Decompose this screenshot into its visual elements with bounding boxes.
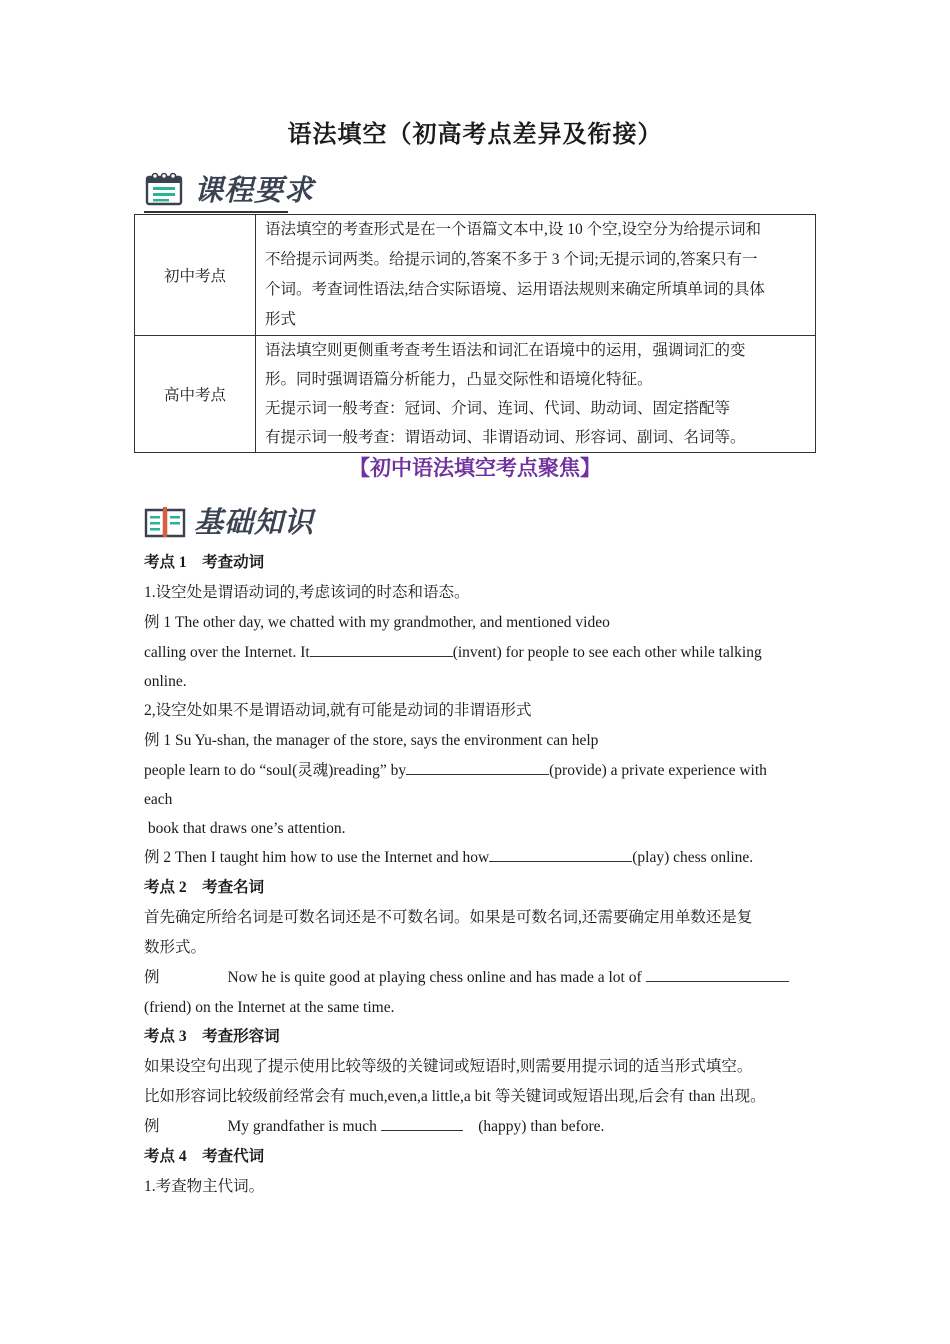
text-line: 有提示词一般考查：谓语动词、非谓语动词、形容词、副词、名词等。 <box>265 429 746 446</box>
point-4-title: 考点 4 考查代词 <box>144 1148 265 1165</box>
focus-heading: 【初中语法填空考点聚焦】 <box>349 456 601 480</box>
text-span: (happy) than before. <box>478 1118 605 1135</box>
table-row <box>135 215 816 336</box>
example-text: 例 1 The other day, we chatted with my grandmother, and mentioned video <box>144 614 610 631</box>
open-book-icon <box>144 504 186 538</box>
rule-text: 数形式。 <box>144 939 207 956</box>
section-label: 课程要求 <box>194 173 315 207</box>
answer-blank[interactable] <box>381 1116 463 1131</box>
notepad-icon <box>144 172 186 206</box>
text-line: 无提示词一般考查：冠词、介词、连词、代词、助动词、固定搭配等 <box>265 400 731 417</box>
example-text <box>144 963 824 993</box>
answer-blank[interactable] <box>489 847 632 862</box>
rule-text: 首先确定所给名词是可数名词还是不可数名词。如果是可数名词,还需要确定用单数还是复 <box>144 909 753 926</box>
example-text: book that draws one’s attention. <box>144 820 346 837</box>
row-value <box>256 336 816 453</box>
row-value <box>256 215 816 336</box>
answer-blank[interactable] <box>406 760 549 775</box>
example-text <box>144 756 824 785</box>
text-span: (play) chess online. <box>632 849 754 866</box>
rule-text: 1.考查物主代词。 <box>144 1178 265 1195</box>
section-label: 基础知识 <box>194 505 315 539</box>
text-line: 语法填空的考查形式是在一个语篇文本中,设 10 个空,设空分为给提示词和 <box>265 221 762 238</box>
basic-knowledge-header <box>144 500 404 546</box>
example-text: online. <box>144 673 187 690</box>
point-1-title: 考点 1 考查动词 <box>144 554 265 571</box>
requirements-table <box>134 214 816 453</box>
example-label: 例 <box>144 969 160 986</box>
text-line: 形式 <box>265 311 297 328</box>
text-span: calling over the Internet. It <box>144 644 310 661</box>
rule-text: 2,设空处如果不是谓语动词,就有可能是动词的非谓语形式 <box>144 702 532 719</box>
table-row <box>135 336 816 453</box>
text-span: (provide) a private experience with <box>549 762 767 779</box>
row-key: 高中考点 <box>135 336 256 453</box>
point-3-title: 考点 3 考查形容词 <box>144 1028 280 1045</box>
text-span: Now he is quite good at playing chess online and has made a lot of <box>227 969 642 986</box>
document-title: 语法填空（初高考点差异及衔接） <box>287 122 663 148</box>
section-underline <box>144 211 288 213</box>
example-text: each <box>144 791 173 808</box>
text-line: 语法填空则更侧重考查考生语法和词汇在语境中的运用，强调词汇的变 <box>265 342 746 359</box>
example-text <box>144 1112 824 1142</box>
point-2-title: 考点 2 考查名词 <box>144 879 265 896</box>
knowledge-body <box>144 548 824 1202</box>
text-line: 个词。考查词性语法,结合实际语境、运用语法规则来确定所填单词的具体 <box>265 281 765 298</box>
text-span: 例 2 Then I taught him how to use the Internet and how <box>144 849 490 866</box>
rule-text: 如果设空句出现了提示使用比较等级的关键词或短语时,则需要用提示词的适当形式填空。 <box>144 1058 753 1075</box>
row-key: 初中考点 <box>135 215 256 336</box>
text-line: 形。同时强调语篇分析能力，凸显交际性和语境化特征。 <box>265 371 653 388</box>
text-span: (invent) for people to see each other while talking <box>452 644 762 661</box>
text-line: 不给提示词两类。给提示词的,答案不多于 3 个词;无提示词的,答案只有一 <box>265 251 758 268</box>
text-span: people learn to do “soul(灵魂)reading” by <box>144 762 407 779</box>
rule-text: 比如形容词比较级前经常会有 much,even,a little,a bit 等关键词或短语出现,后会有 than 出现。 <box>144 1088 766 1105</box>
example-label: 例 <box>144 1118 160 1135</box>
example-text: (friend) on the Internet at the same time. <box>144 999 395 1016</box>
rule-text: 1.设空处是谓语动词的,考虑该词的时态和语态。 <box>144 584 470 601</box>
example-text: 例 1 Su Yu-shan, the manager of the store, says the environment can help <box>144 732 599 749</box>
example-text <box>144 843 824 873</box>
example-text <box>144 638 824 667</box>
answer-blank[interactable] <box>646 967 789 982</box>
text-span: My grandfather is much <box>227 1118 377 1135</box>
answer-blank[interactable] <box>310 642 453 657</box>
course-requirements-header <box>144 168 404 214</box>
